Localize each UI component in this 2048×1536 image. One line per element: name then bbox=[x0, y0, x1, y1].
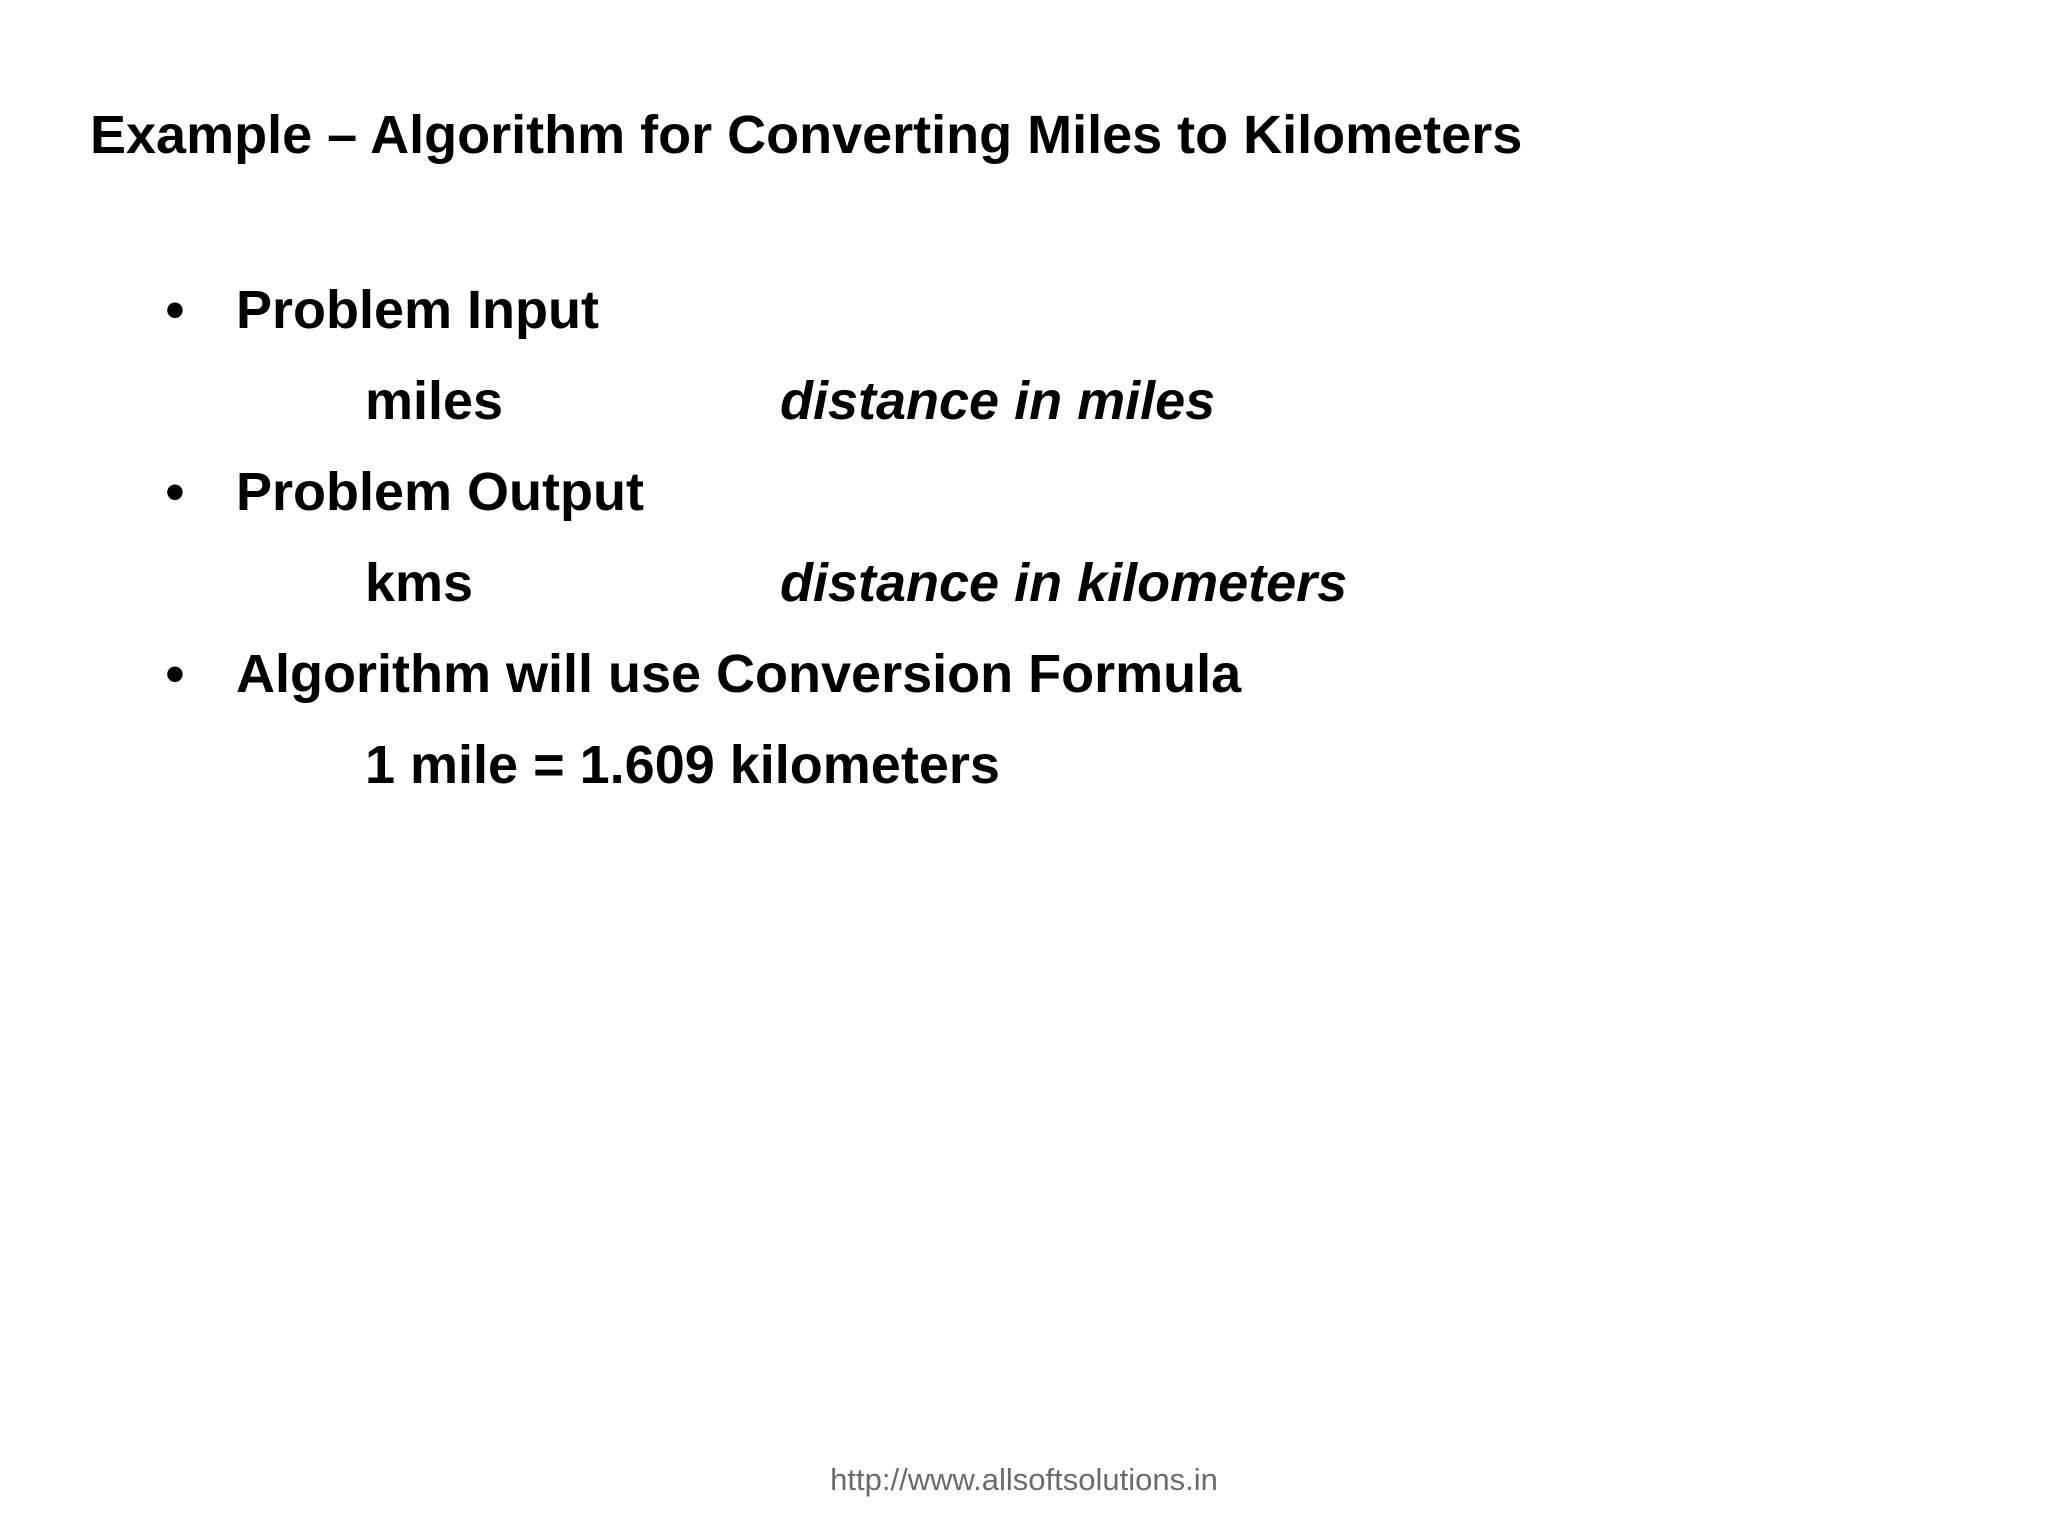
formula-row bbox=[0, 732, 2048, 798]
conversion-formula: 1 mile = 1.609 kilometers bbox=[365, 735, 1000, 795]
definition-row-kms bbox=[0, 550, 2048, 616]
bullet-heading: Algorithm will use Conversion Formula bbox=[236, 644, 1242, 704]
bullet-icon: • bbox=[165, 280, 185, 340]
variable-description: distance in kilometers bbox=[780, 553, 1348, 613]
bullet-item-conversion-formula bbox=[0, 641, 2048, 707]
variable-name: miles bbox=[365, 371, 504, 431]
definition-row-miles bbox=[0, 368, 2048, 434]
variable-description: distance in miles bbox=[780, 371, 1216, 431]
bullet-item-problem-output bbox=[0, 459, 2048, 525]
variable-name: kms bbox=[365, 553, 474, 613]
footer-url: http://www.allsoftsolutions.in bbox=[830, 1462, 1218, 1497]
bullet-heading: Problem Output bbox=[236, 462, 644, 522]
bullet-heading: Problem Input bbox=[236, 280, 599, 340]
bullet-item-problem-input bbox=[0, 277, 2048, 343]
bullet-icon: • bbox=[165, 644, 185, 704]
bullet-icon: • bbox=[165, 462, 185, 522]
slide-title: Example – Algorithm for Converting Miles to Kilometers bbox=[90, 105, 1523, 165]
